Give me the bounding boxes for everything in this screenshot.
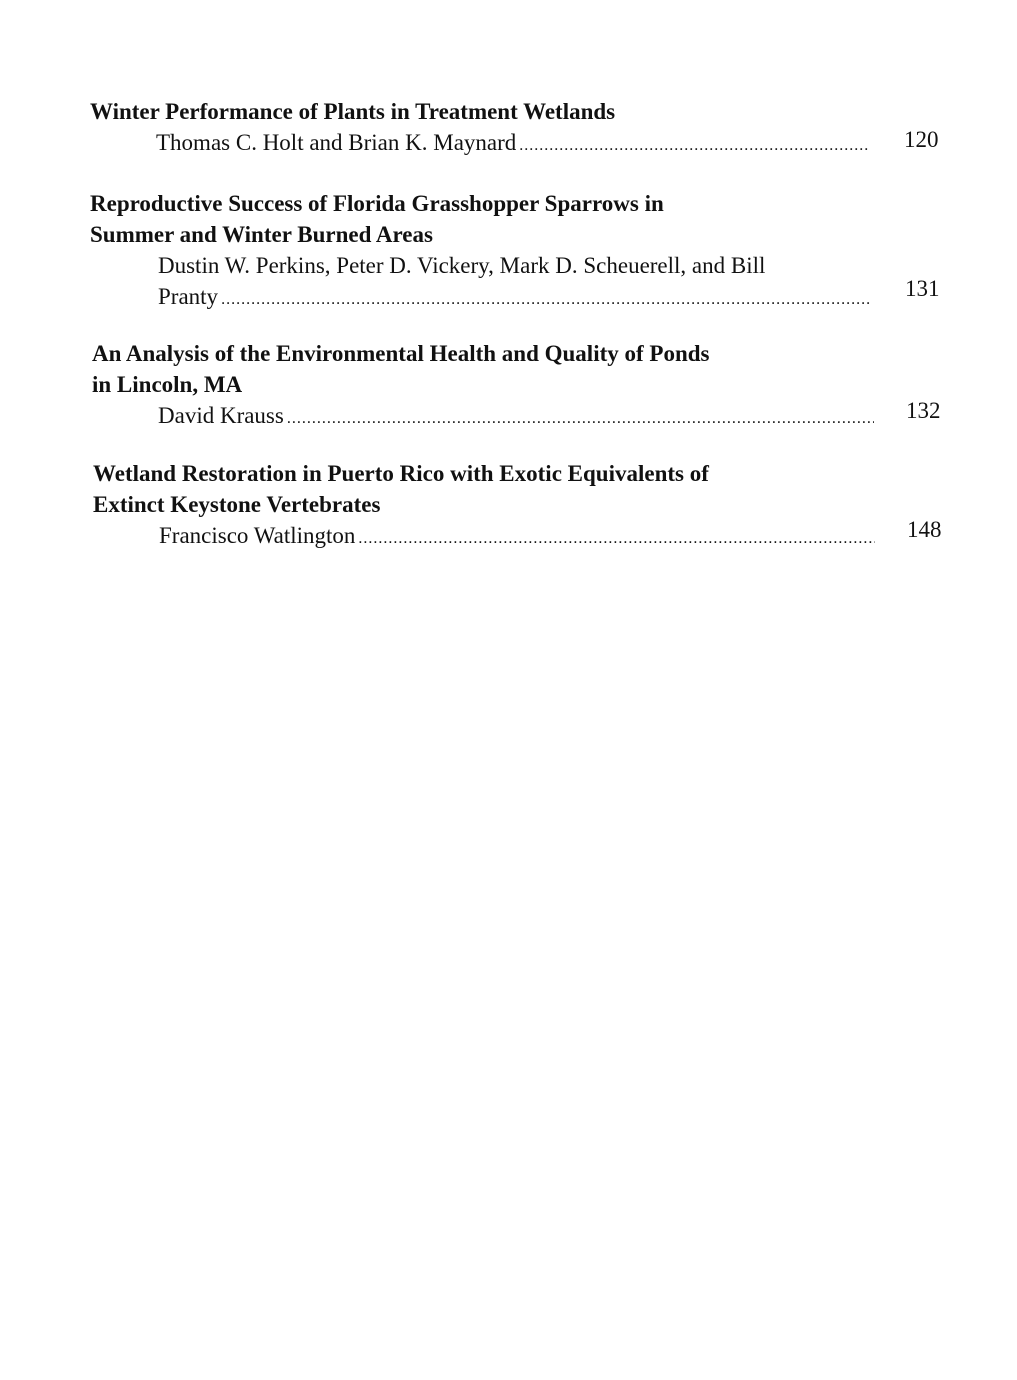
entry-page-number: 131 [905, 276, 940, 301]
entry-author-line [92, 400, 874, 434]
entry-authors: David Krauss [158, 403, 284, 428]
entry-authors: Francisco Watlington [159, 523, 356, 548]
entry-page-number: 132 [906, 398, 941, 423]
dot-leader [519, 130, 870, 161]
entry-title: An Analysis of the Environmental Health and Quality of Ponds [92, 341, 710, 366]
entry-author-line [93, 520, 875, 554]
entry-title: Wetland Restoration in Puerto Rico with Exotic Equivalents of [93, 461, 709, 486]
entry-page-number: 148 [907, 517, 942, 542]
toc-entry [90, 96, 870, 161]
dot-leader [221, 284, 872, 315]
toc-entry [90, 188, 872, 315]
entry-author-line [90, 127, 870, 161]
entry-title: Reproductive Success of Florida Grasshopper Sparrows in [90, 191, 664, 216]
toc-entry [92, 338, 874, 434]
entry-title: Winter Performance of Plants in Treatment Wetlands [90, 99, 616, 124]
dot-leader [287, 403, 874, 434]
dot-leader [358, 523, 875, 554]
entry-title: Summer and Winter Burned Areas [90, 222, 433, 247]
entry-author-line [90, 281, 872, 315]
entry-title: Extinct Keystone Vertebrates [93, 492, 381, 517]
entry-authors: Thomas C. Holt and Brian K. Maynard [156, 130, 517, 155]
entry-authors: Dustin W. Perkins, Peter D. Vickery, Mark D. Scheuerell, and Bill [158, 253, 766, 278]
toc-entry [93, 458, 875, 554]
entry-authors: Pranty [158, 284, 219, 309]
entry-page-number: 120 [904, 127, 939, 152]
entry-title: in Lincoln, MA [92, 372, 243, 397]
